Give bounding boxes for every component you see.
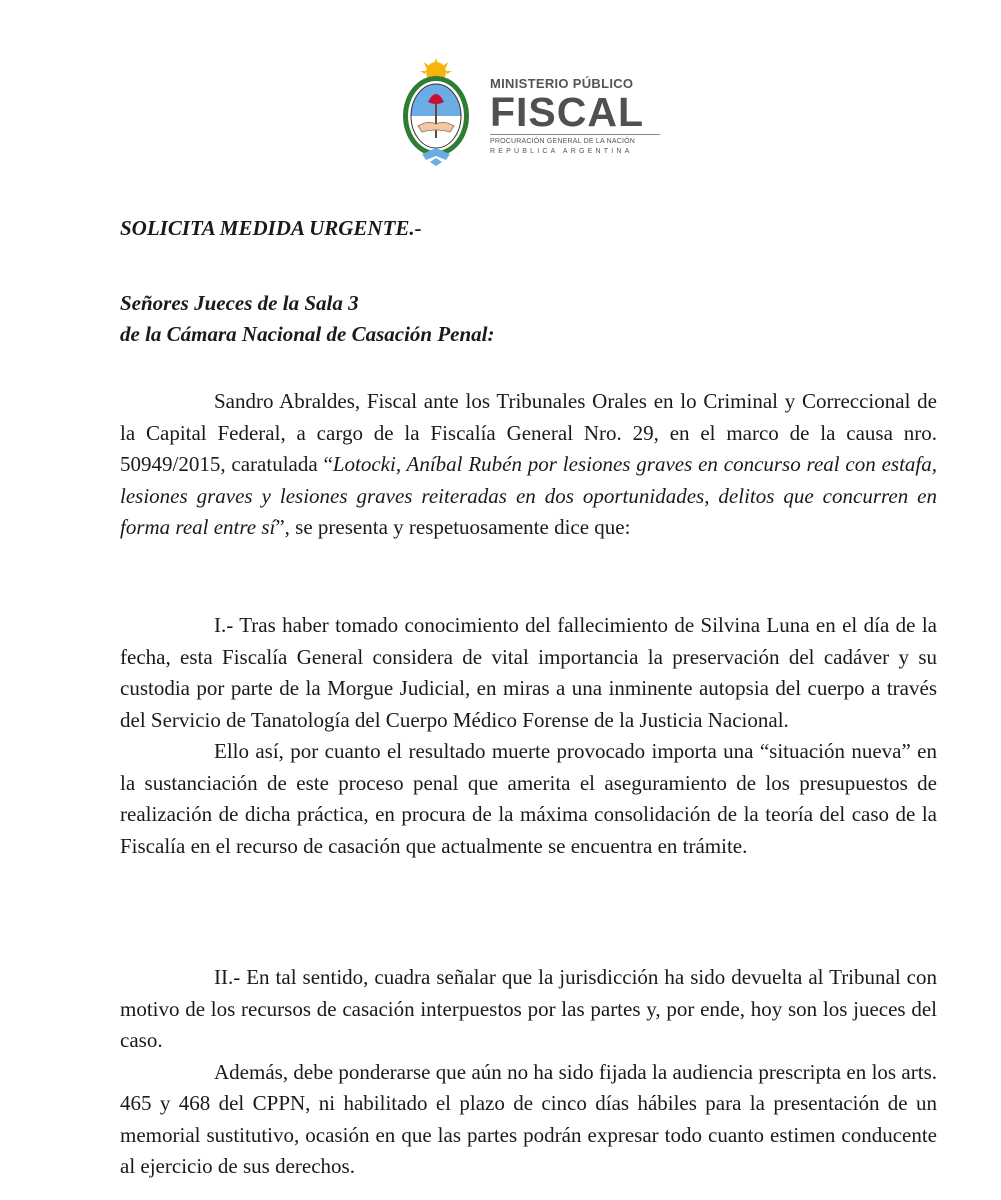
section-1: [120, 610, 937, 862]
addressee-line-1: Señores Jueces de la Sala 3: [120, 291, 359, 315]
section-1-paragraph-1: I.- Tras haber tomado conocimiento del fallecimiento de Silvina Luna en el día de la fecha, esta Fiscalía General considera de vital importancia la preservación del cadáver y su custodia por parte de la Morgue Judicial, en miras a una inminente autopsia del cuerpo a través del Servicio de Tanatología del Cuerpo Médico Forense de la Justicia Nacional.: [120, 613, 937, 732]
section-1-paragraph-2: Ello así, por cuanto el resultado muerte provocado importa una “situación nueva” en la sustanciación de este proceso penal que amerita el aseguramiento de los presupuestos de realización de dicha práctica, en procura de la máxima consolidación de la teoría del caso de la Fiscalía en el recurso de casación que actualmente se encuentra en trámite.: [120, 739, 937, 858]
brand-republica: REPÚBLICA ARGENTINA: [490, 148, 633, 155]
brand-fiscal: FISCAL: [490, 89, 645, 135]
case-caption: Lotocki, Aníbal Rubén por lesiones graves en concurso real con estafa, lesiones graves y lesiones graves reiteradas en dos oportunidades, delitos que concurren en forma real entre sí: [120, 452, 937, 539]
brand-procuracion: PROCURACIÓN GENERAL DE LA NACIÓN: [490, 134, 660, 147]
intro-section: [120, 386, 937, 544]
institution-wordmark: [490, 76, 660, 157]
national-coat-of-arms-icon: [400, 58, 472, 166]
addressee-line-2: de la Cámara Nacional de Casación Penal:: [120, 322, 495, 346]
section-2-paragraph-2: Además, debe ponderarse que aún no ha sido fijada la audiencia prescripta en los arts. 465 y 468 del CPPN, ni habilitado el plazo de cinco días hábiles para la presentación de un memorial sustitutivo, ocasión en que las partes podrán expresar todo cuanto estimen conducente al ejercicio de sus derechos.: [120, 1059, 937, 1178]
letterhead: [400, 58, 660, 168]
intro-closing: ”, se presenta y respetuosamente dice que:: [275, 515, 631, 539]
brand-ministry: MINISTERIO PÚBLICO: [490, 76, 634, 91]
intro-paragraph: [120, 386, 937, 544]
section-2: [120, 962, 937, 1183]
document-title: SOLICITA MEDIDA URGENTE.-: [120, 216, 422, 240]
intro-text: Sandro Abraldes, Fiscal ante los Tribunales Orales en lo Criminal y Correccional de la Capital Federal, a cargo de la Fiscalía General Nro. 29, en el marco de la causa nro. 50949/2015, caratulada “: [120, 389, 937, 476]
addressee: [120, 288, 495, 350]
section-2-paragraph-1: II.- En tal sentido, cuadra señalar que la jurisdicción ha sido devuelta al Tribunal con motivo de los recursos de casación interpuestos por las partes y, por ende, hoy son los jueces del caso.: [120, 965, 937, 1052]
